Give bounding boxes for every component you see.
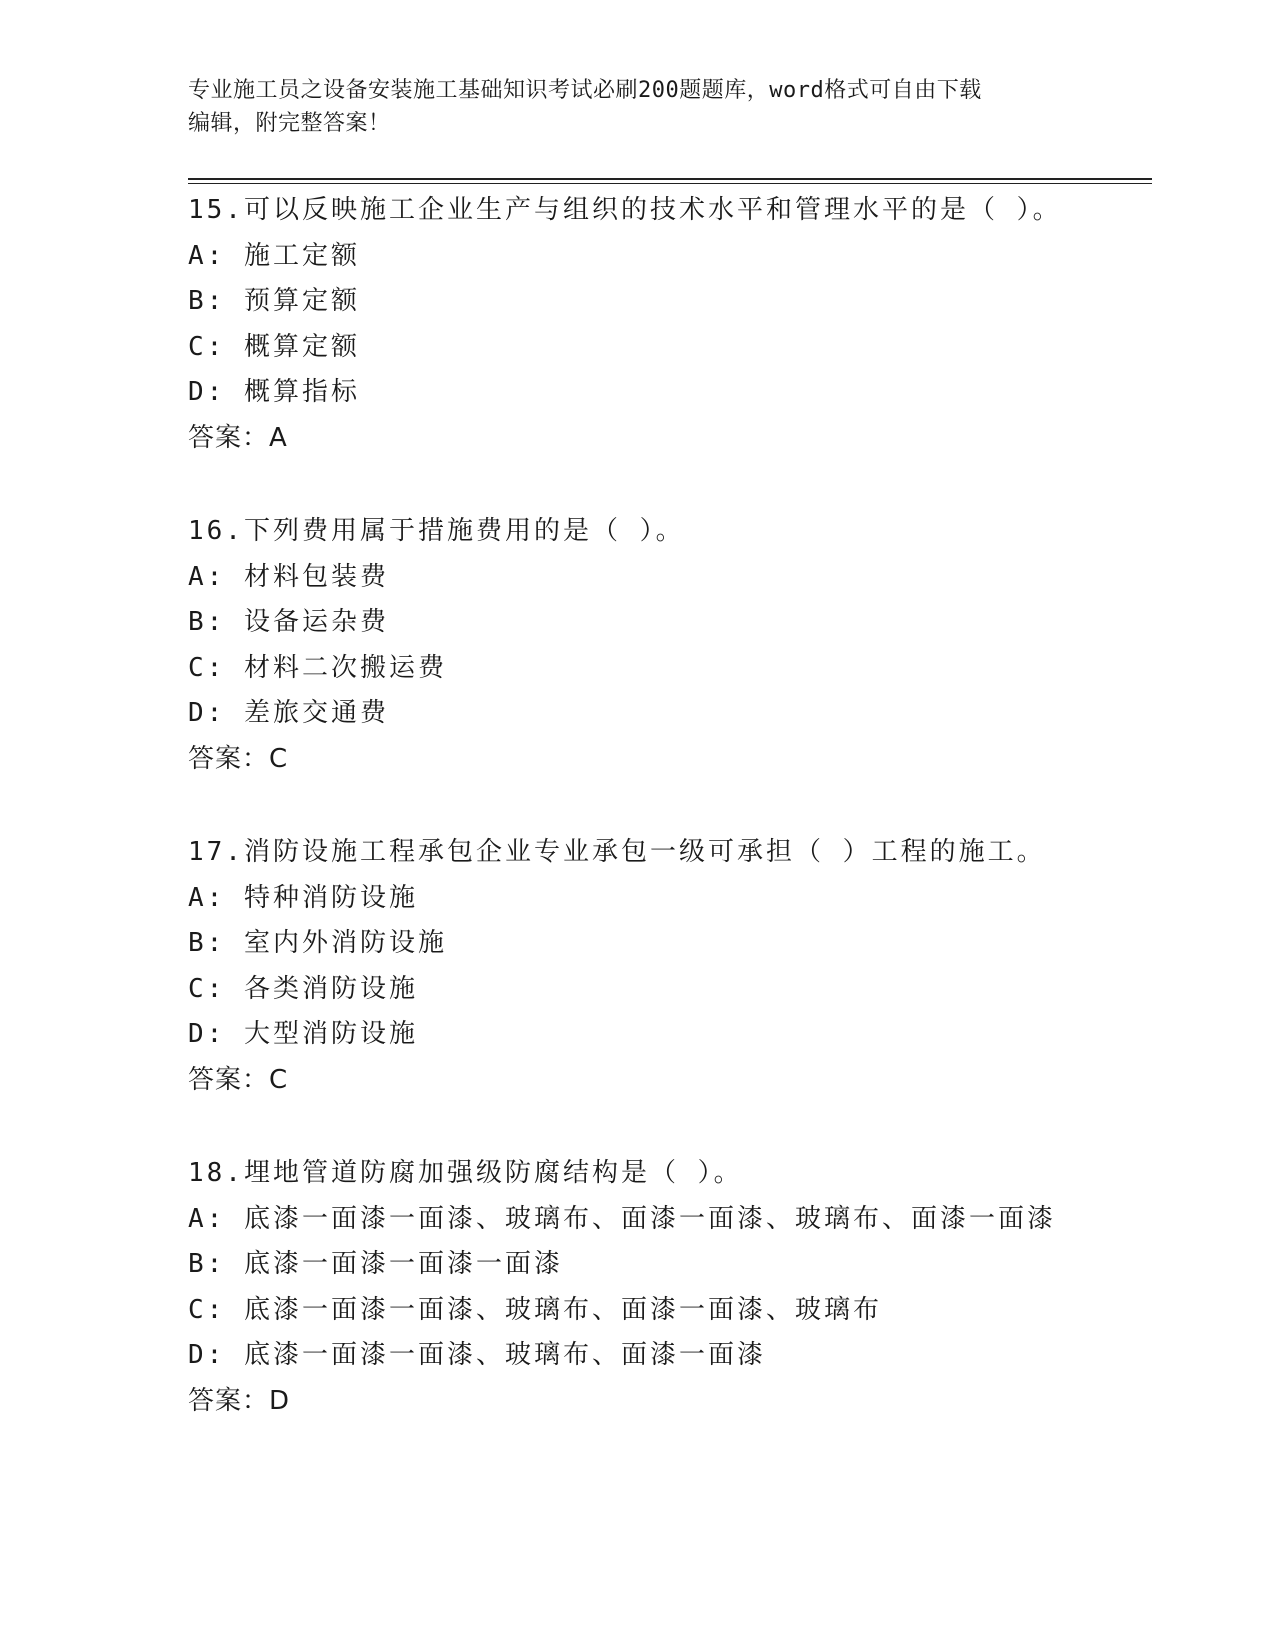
answer-line: 答案：C <box>188 1064 289 1095</box>
question-stem: 18.埋地管道防腐加强级防腐结构是（ ）。 <box>188 1158 743 1188</box>
option-b: B: 底漆一面漆一面漆一面漆 <box>188 1249 563 1279</box>
answer-line: 答案：D <box>188 1385 291 1416</box>
option-d: D: 大型消防设施 <box>188 1019 418 1049</box>
option-b: B: 设备运杂费 <box>188 607 389 637</box>
option-c: C: 概算定额 <box>188 331 360 362</box>
option-c: C: 各类消防设施 <box>188 973 418 1004</box>
option-b: B: 室内外消防设施 <box>188 928 447 958</box>
option-a: A: 施工定额 <box>188 240 360 271</box>
question-list <box>188 188 1152 1472</box>
header-line-2: 编辑，附完整答案！ <box>188 111 391 136</box>
option-a: A: 底漆一面漆一面漆、玻璃布、面漆一面漆、玻璃布、面漆一面漆 <box>188 1203 1056 1234</box>
question-18 <box>188 1151 1152 1424</box>
header-divider-thin <box>188 183 1152 184</box>
question-stem: 16.下列费用属于措施费用的是（ ）。 <box>188 516 685 546</box>
option-c: C: 材料二次搬运费 <box>188 652 447 683</box>
option-c: C: 底漆一面漆一面漆、玻璃布、面漆一面漆、玻璃布 <box>188 1294 882 1325</box>
document-header <box>188 74 1088 140</box>
question-stem: 15.可以反映施工企业生产与组织的技术水平和管理水平的是（ ）。 <box>188 195 1062 225</box>
option-d: D: 概算指标 <box>188 377 360 407</box>
option-b: B: 预算定额 <box>188 286 360 316</box>
option-a: A: 特种消防设施 <box>188 882 418 913</box>
header-divider-thick <box>188 178 1152 180</box>
option-d: D: 差旅交通费 <box>188 698 389 728</box>
question-stem: 17.消防设施工程承包企业专业承包一级可承担（ ）工程的施工。 <box>188 837 1046 867</box>
header-line-1: 专业施工员之设备安装施工基础知识考试必刷200题题库，word格式可自由下载 <box>188 78 982 103</box>
question-15 <box>188 188 1152 461</box>
option-a: A: 材料包装费 <box>188 561 389 592</box>
option-d: D: 底漆一面漆一面漆、玻璃布、面漆一面漆 <box>188 1340 766 1370</box>
answer-line: 答案：A <box>188 422 288 453</box>
question-17 <box>188 830 1152 1103</box>
question-16 <box>188 509 1152 782</box>
answer-line: 答案：C <box>188 743 289 774</box>
